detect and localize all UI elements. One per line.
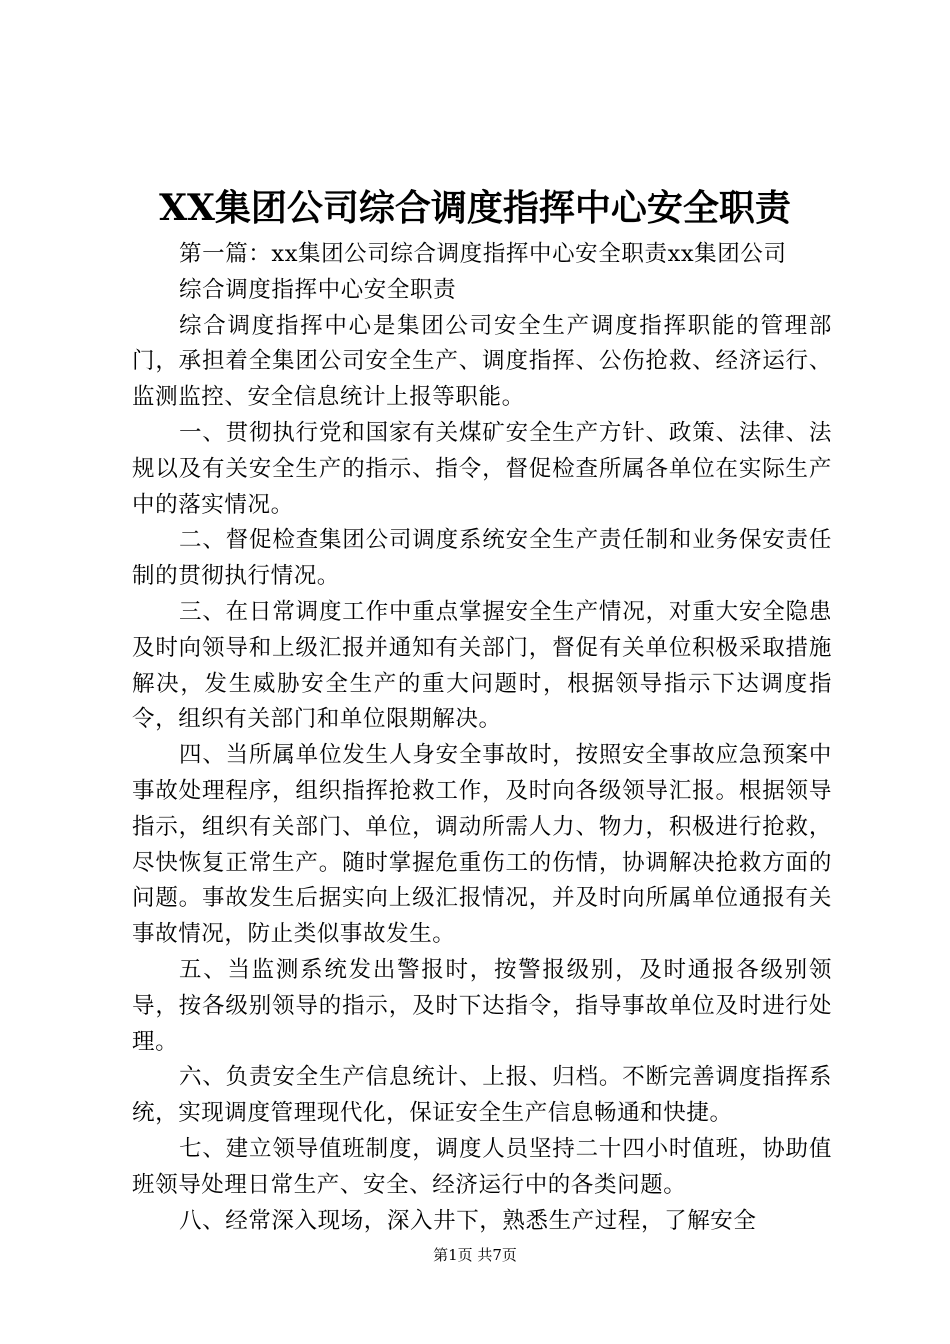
paragraph: 五、当监测系统发出警报时，按警报级别，及时通报各级别领导，按各级别领导的指示，及时下达指令，指导事故单位及时进行处理。 <box>132 956 832 1055</box>
page-total: 共7页 <box>477 1246 517 1264</box>
paragraph: 综合调度指挥中心是集团公司安全生产调度指挥职能的管理部门，承担着全集团公司安全生产、调度指挥、公伤抢救、经济运行、监测监控、安全信息统计上报等职能。 <box>132 312 832 411</box>
paragraph: 四、当所属单位发生人身安全事故时，按照安全事故应急预案中事故处理程序，组织指挥抢救工作，及时向各级领导汇报。根据领导指示，组织有关部门、单位，调动所需人力、物力，积极进行抢救，尽快恢复正常生产。随时掌握危重伤工的伤情，协调解决抢救方面的问题。事故发生后据实向上级汇报情况，并及时向所属单位通报有关事故情况，防止类似事故发生。 <box>132 742 832 948</box>
paragraph: 六、负责安全生产信息统计、上报、归档。不断完善调度指挥系统，实现调度管理现代化，保证安全生产信息畅通和快捷。 <box>132 1064 832 1127</box>
page-footer <box>0 1245 950 1265</box>
page-number: 第1页 <box>433 1246 473 1264</box>
document-title: XX集团公司综合调度指挥中心安全职责 <box>159 187 791 229</box>
paragraph: 七、建立领导值班制度，调度人员坚持二十四小时值班，协助值班领导处理日常生产、安全、经济运行中的各类问题。 <box>132 1135 832 1198</box>
paragraph: 八、经常深入现场，深入井下，熟悉生产过程，了解安全 <box>179 1207 757 1234</box>
paragraph: 第一篇：xx集团公司综合调度指挥中心安全职责xx集团公司 <box>179 241 787 267</box>
paragraph: 综合调度指挥中心安全职责 <box>179 276 457 303</box>
paragraph: 二、督促检查集团公司调度系统安全生产责任制和业务保安责任制的贯彻执行情况。 <box>132 527 832 590</box>
paragraph: 三、在日常调度工作中重点掌握安全生产情况，对重大安全隐患及时向领导和上级汇报并通知有关部门，督促有关单位积极采取措施解决，发生威胁安全生产的重大问题时，根据领导指示下达调度指令，组织有关部门和单位限期解决。 <box>132 598 832 733</box>
document-body <box>132 237 832 1239</box>
paragraph: 一、贯彻执行党和国家有关煤矿安全生产方针、政策、法律、法规以及有关安全生产的指示、指令，督促检查所属各单位在实际生产中的落实情况。 <box>132 419 832 518</box>
